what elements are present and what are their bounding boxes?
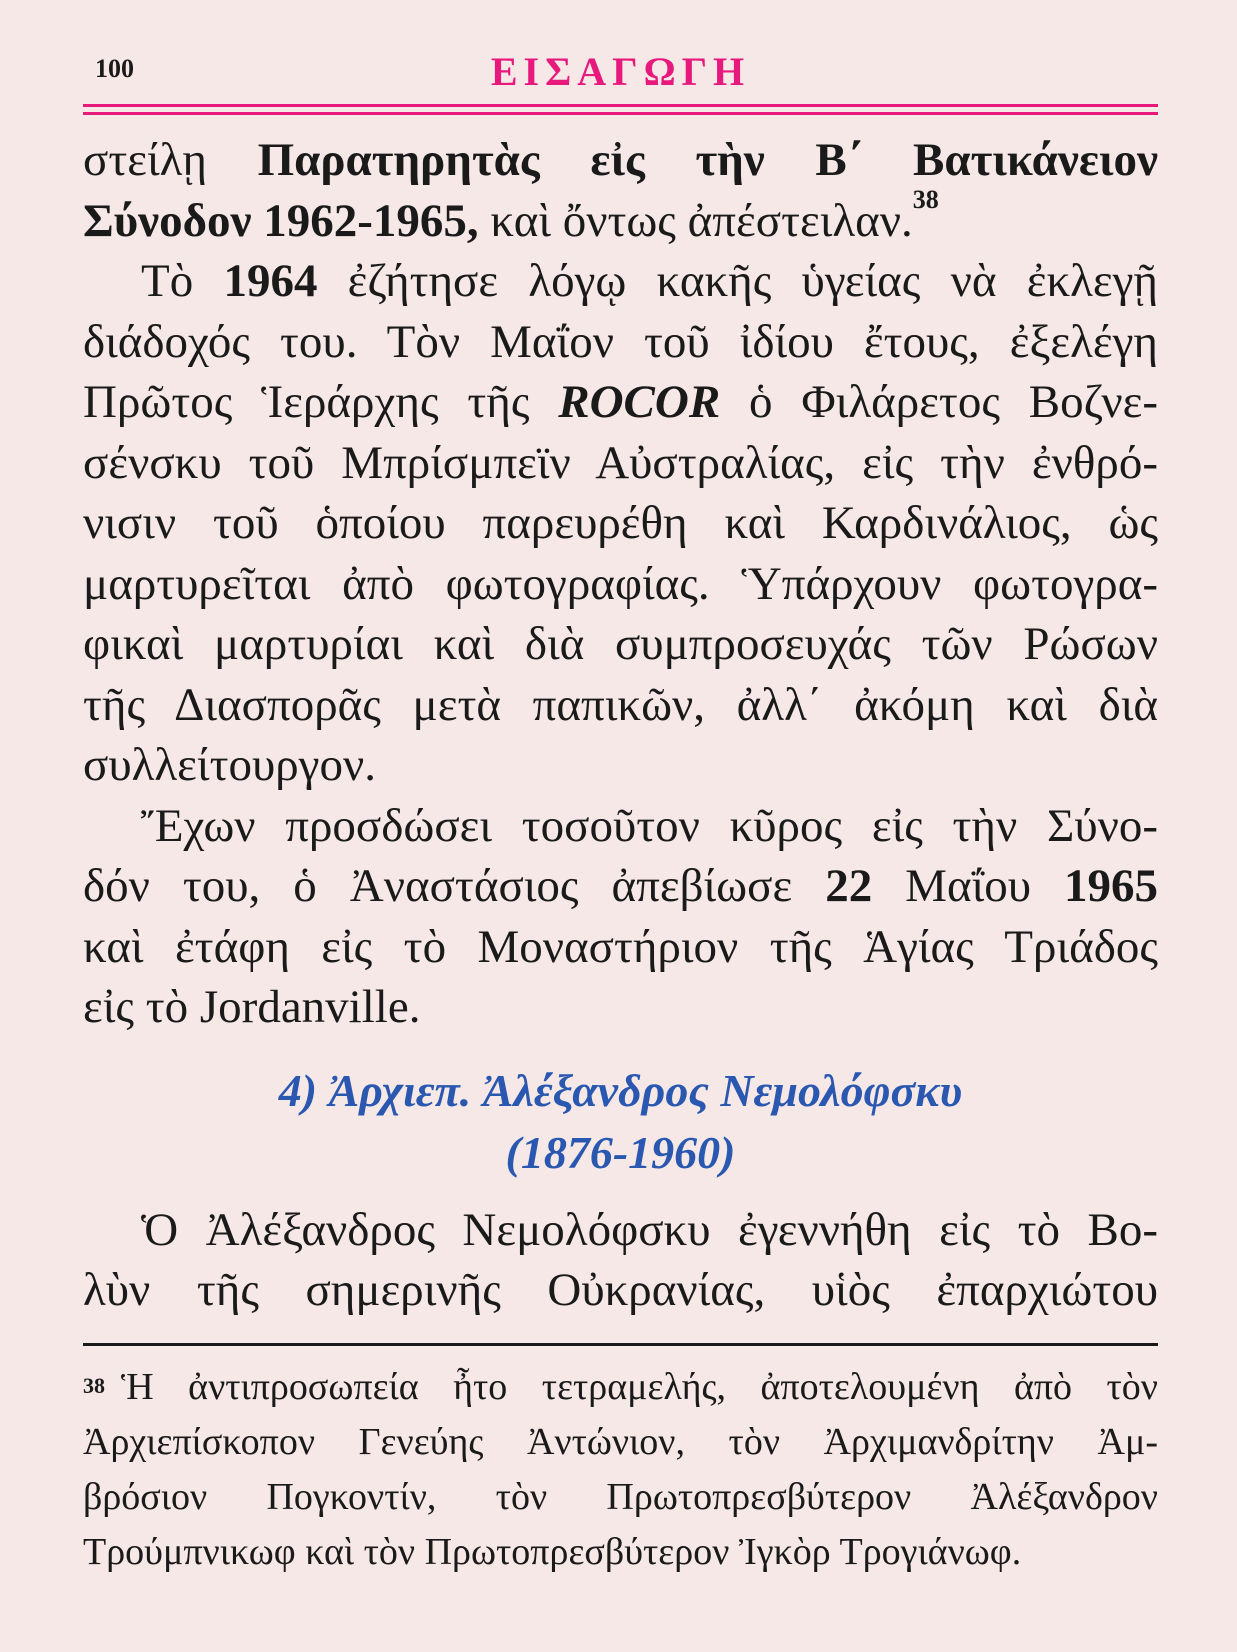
text-line: νισιν τοῦ ὁποίου παρευρέθη καὶ Καρδινάλιος, ὡς xyxy=(83,497,1158,549)
footnote-line: Ἀρχιεπίσκοπον Γενεύης Ἀντώνιον, τὸν Ἀρχιμανδρίτην Ἀμ- xyxy=(83,1421,1158,1463)
footnote-mark: 38 xyxy=(83,1373,105,1398)
text-line: μαρτυρεῖται ἀπὸ φωτογραφίας. Ὑπάρχουν φωτογρα- xyxy=(83,557,1158,610)
text-line: τῆς Διασπορᾶς μετὰ παπικῶν, ἀλλ΄ ἀκόμη καὶ διὰ xyxy=(83,678,1158,731)
text-line: φικαὶ μαρτυρίαι καὶ διὰ συμπροσευχάς τῶν Ρώσων xyxy=(83,618,1158,670)
text-line: Πρῶτος Ἱεράρχης τῆς ROCOR ὁ Φιλάρετος Βοζνε- xyxy=(83,376,1158,428)
text-line: συλλείτουργον. xyxy=(83,739,376,791)
header-rule-bottom xyxy=(83,112,1158,115)
body-text xyxy=(83,130,1158,1321)
text-line: Σύνοδον 1962-1965, καὶ ὄντως ἀπέστειλαν.$^{38}$ xyxy=(83,184,939,247)
footnote-line: Τρούμπνικωφ καὶ τὸν Πρωτοπρεσβύτερον Ἰγκὸρ Τρογιάνωφ. xyxy=(83,1531,1022,1573)
footnote-rule xyxy=(83,1343,1158,1346)
text-line: στείλῃ Παρατηρητὰς εἰς τὴν Β΄ Βατικάνειον xyxy=(83,134,1158,186)
text-line: διάδοχός του. Τὸν Μαΐον τοῦ ἰδίου ἔτους, ἐξελέγη xyxy=(83,315,1158,368)
section-heading-dates: (1876-1960) xyxy=(505,1126,736,1178)
text-line: καὶ ἐτάφη εἰς τὸ Μοναστήριον τῆς Ἁγίας Τριάδος xyxy=(83,920,1158,973)
text-line: λὺν τῆς σημερινῆς Οὐκρανίας, υἱὸς ἐπαρχιώτου xyxy=(83,1264,1158,1316)
page-header xyxy=(83,48,1158,98)
page-number: 100 xyxy=(95,54,134,83)
running-title: ΕΙΣΑΓΩΓΗ xyxy=(490,49,751,94)
footnote-line: $^{38}$ Ἡ ἀντιπροσωπεία ἦτο τετραμελής, ἀποτελουμένη ἀπὸ τὸν xyxy=(83,1366,1158,1408)
text-line: σένσκυ τοῦ Μπρίσμπεϊν Αὐστραλίας, εἰς τὴν ἐνθρό- xyxy=(83,436,1158,489)
header-rule-top xyxy=(83,104,1158,107)
footnote xyxy=(83,1360,1158,1580)
text-line: Ἔχων προσδώσει τοσοῦτον κῦρος εἰς τὴν Σύνο- xyxy=(141,799,1158,852)
text-line: Ὁ Ἀλέξανδρος Νεμολόφσκυ ἐγεννήθη εἰς τὸ Βο- xyxy=(141,1203,1158,1256)
section-heading: 4) Ἀρχιεπ. Ἀλέξανδρος Νεμολόφσκυ xyxy=(278,1064,963,1116)
text-line: δόν του, ὁ Ἀναστάσιος ἀπεβίωσε 22 Μαΐου 1965 xyxy=(83,860,1159,912)
text-line: εἰς τὸ Jordanville. xyxy=(83,981,421,1033)
footnote-reference: 38 xyxy=(912,184,939,214)
footnote-line: βρόσιον Πογκοντίν, τὸν Πρωτοπρεσβύτερον Ἀλέξανδρον xyxy=(83,1476,1158,1518)
text-line: Τὸ 1964 ἐζήτησε λόγῳ κακῆς ὑγείας νὰ ἐκλεγῇ xyxy=(141,255,1158,307)
